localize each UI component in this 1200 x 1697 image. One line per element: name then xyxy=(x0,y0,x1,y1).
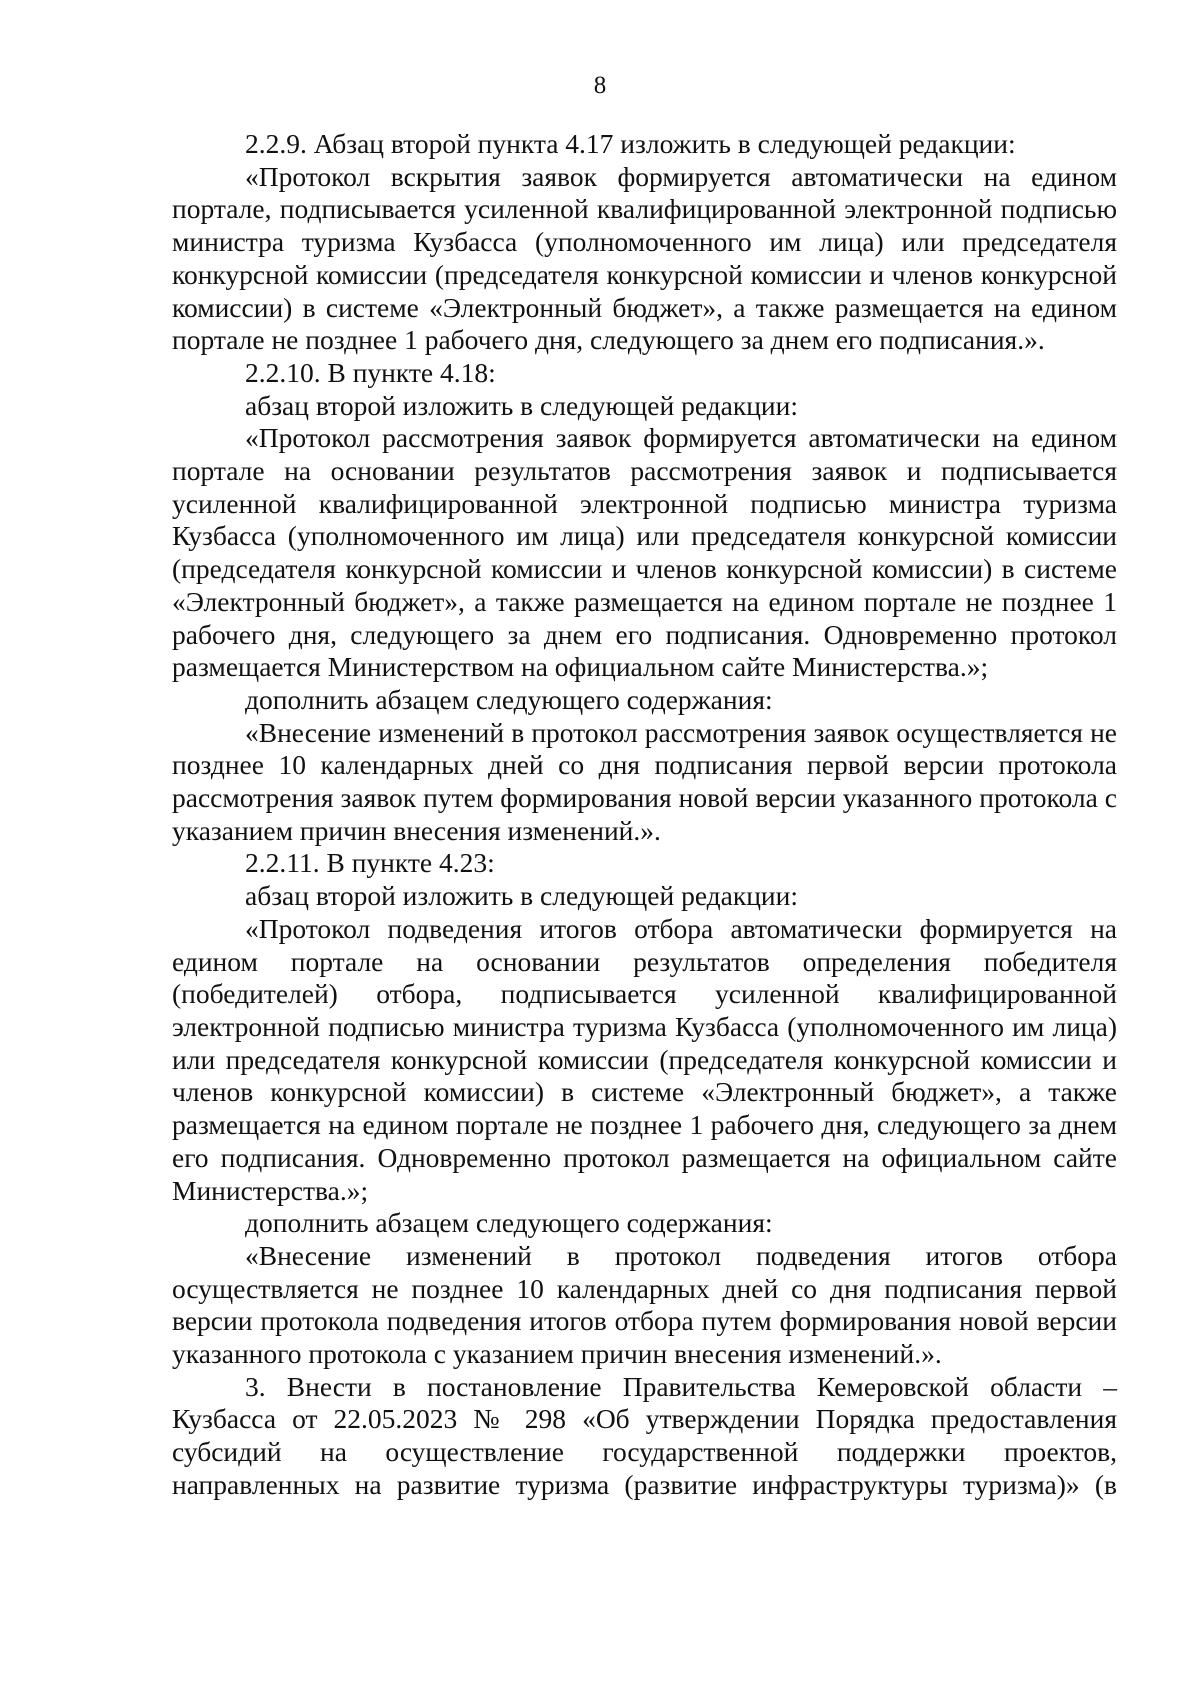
paragraph-changes-results-protocol: «Внесение изменений в протокол подведения итогов отбора осуществляется не позднее 10 календарных дней со дня подписания первой версии протокола подведения итогов отбора путем формирования новой версии указанного протокола с указанием причин внесения изменений.». xyxy=(172,1239,1117,1370)
paragraph-protocol-review: «Протокол рассмотрения заявок формируется автоматически на едином портале на основании результатов рассмотрения заявок и подписывается усиленной квалифицированной электронной подписью министра туризма Кузбасса (уполномоченного им лица) или председателя конкурсной комиссии (председателя конкурсной комиссии и членов конкурсной комиссии) в системе «Электронный бюджет», а также размещается на едином портале не позднее 1 рабочего дня, следующего за днем его подписания. Одновременно протокол размещается Министерством на официальном сайте Министерства.»; xyxy=(172,422,1117,683)
paragraph-supplement-4-18: дополнить абзацем следующего содержания: xyxy=(245,683,773,715)
paragraph-second-abzac-4-18: абзац второй изложить в следующей редакции: xyxy=(245,389,799,421)
paragraph-changes-review-protocol: «Внесение изменений в протокол рассмотрения заявок осуществляется не позднее 10 календарных дней со дня подписания первой версии протокола рассмотрения заявок путем формирования новой версии указанного протокола с указанием причин внесения изменений.». xyxy=(172,716,1117,846)
paragraph-protocol-opening: «Протокол вскрытия заявок формируется автоматически на едином портале, подписывается усиленной квалифицированной электронной подписью министра туризма Кузбасса (уполномоченного им лица) или председателя конкурсной комиссии (председателя конкурсной комиссии и членов конкурсной комиссии) в системе «Электронный бюджет», а также размещается на едином портале не позднее 1 рабочего дня, следующего за днем его подписания.». xyxy=(172,160,1117,356)
paragraph-supplement-4-23: дополнить абзацем следующего содержания: xyxy=(245,1207,773,1239)
page-number: 8 xyxy=(593,72,607,99)
paragraph-protocol-results: «Протокол подведения итогов отбора автоматически формируется на едином портале на основании результатов определения победителя (победителей) отбора, подписывается усиленной квалифицированной электронной подписью министра туризма Кузбасса (уполномоченного им лица) или председателя конкурсной комиссии (председателя конкурсной комиссии и членов конкурсной комиссии) в системе «Электронный бюджет», а также размещается на едином портале не позднее 1 рабочего дня, следующего за днем его подписания. Одновременно протокол размещается на официальном сайте Министерства.»; xyxy=(172,912,1117,1206)
paragraph-3-resolution: 3. Внести в постановление Правительства Кемеровской области – Кузбасса от 22.05.2023 № 298 «Об утверждении Порядка предоставления субсидий на осуществление государственной поддержки проектов, направленных на развитие туризма (развитие инфраструктуры туризма)» (в xyxy=(172,1370,1117,1500)
paragraph-2-2-11: 2.2.11. В пункте 4.23: xyxy=(245,847,495,879)
paragraph-second-abzac-4-23: абзац второй изложить в следующей редакции: xyxy=(245,880,799,912)
paragraph-2-2-9: 2.2.9. Абзац второй пункта 4.17 изложить в следующей редакции: xyxy=(245,128,1016,159)
paragraph-2-2-10: 2.2.10. В пункте 4.18: xyxy=(245,356,496,388)
document-body xyxy=(172,128,1117,1502)
